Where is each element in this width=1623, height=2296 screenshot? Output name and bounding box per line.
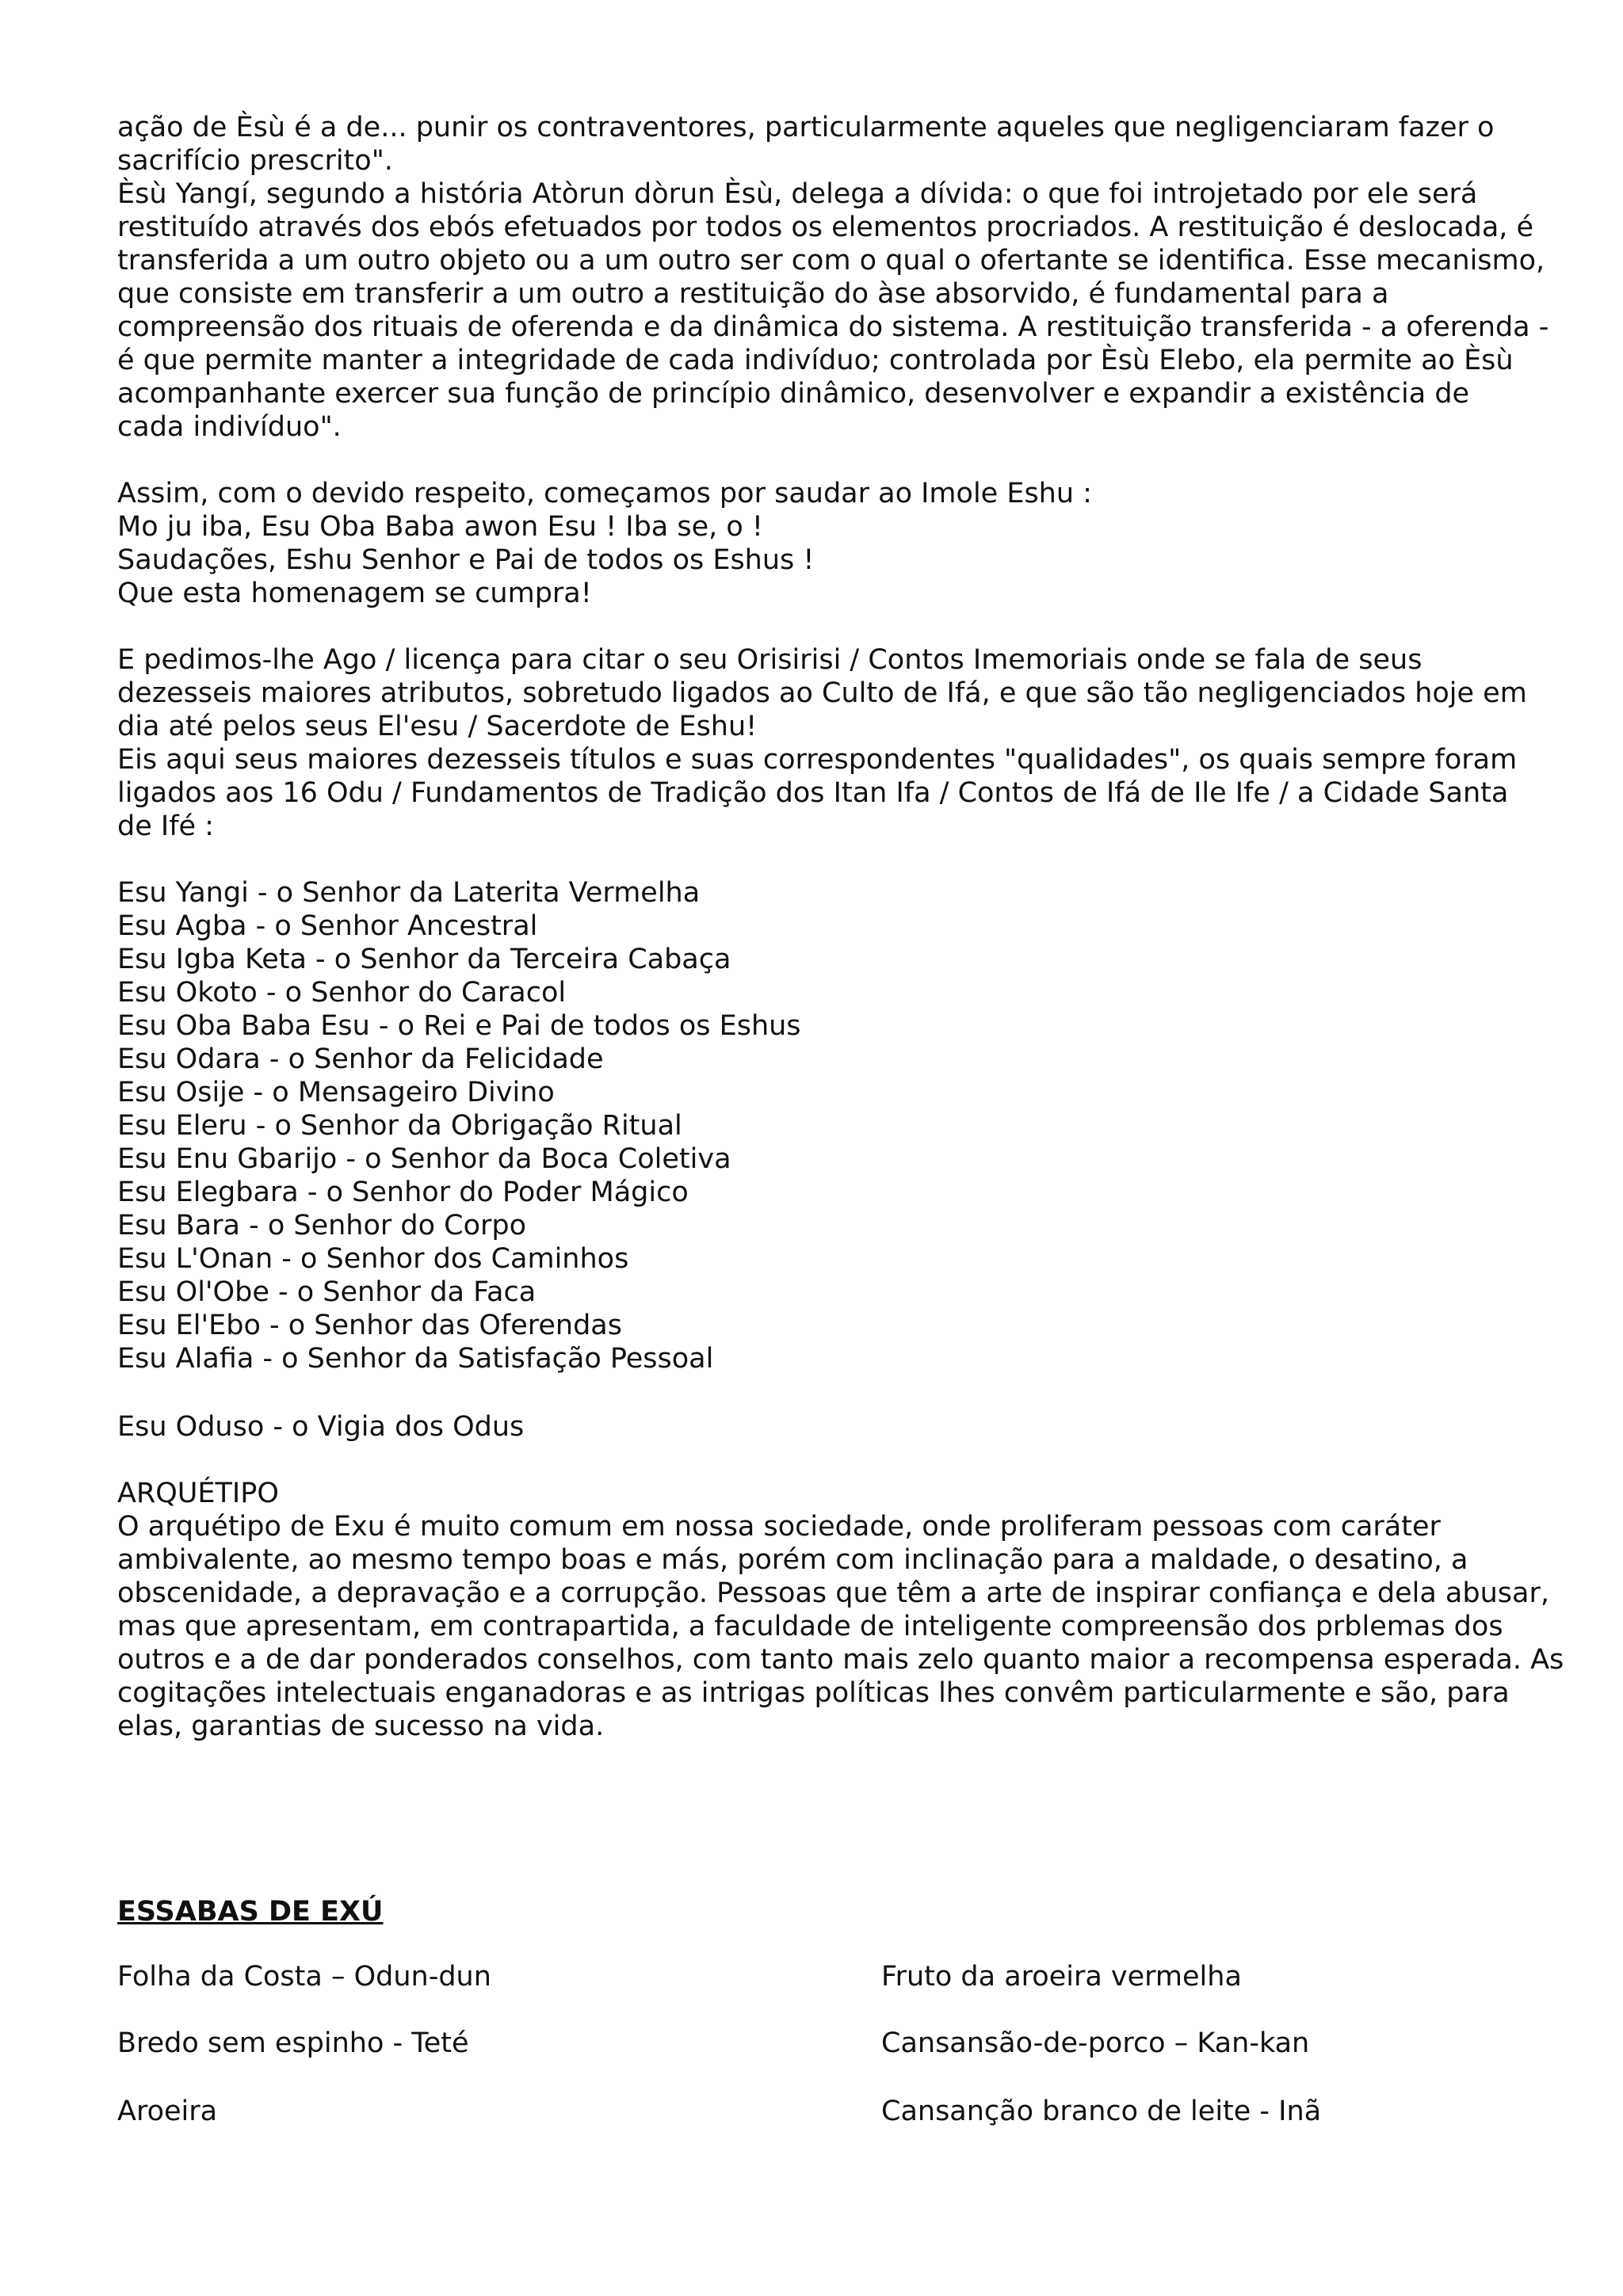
paragraph-spacer bbox=[117, 444, 1544, 477]
archetype-line: O arquétipo de Exu é muito comum em nossa sociedade, onde proliferam pessoas com caráter bbox=[117, 1511, 1441, 1543]
greeting-line: Saudações, Eshu Senhor e Pai de todos os Eshus ! bbox=[117, 544, 815, 576]
text-line: E pedimos-lhe Ago / licença para citar o seu Orisirisi / Contos Imemoriais onde se fala de seus bbox=[117, 644, 1423, 676]
archetype-line: cogitações intelectuais enganadoras e as intrigas políticas lhes convêm particularmente e são, para bbox=[117, 1677, 1510, 1709]
text-line: cada indivíduo". bbox=[117, 411, 342, 443]
text-line: compreensão dos rituais de oferenda e da dinâmica do sistema. A restituição transferida - a oferenda - bbox=[117, 311, 1549, 343]
text-line: dezesseis maiores atributos, sobretudo ligados ao Culto de Ifá, e que são tão negligenciados hoje em bbox=[117, 677, 1527, 709]
essaba-item: Cansansão-de-porco – Kan-kan bbox=[881, 2027, 1310, 2059]
essaba-item: Aroeira bbox=[117, 2096, 218, 2127]
text-line: transferida a um outro objeto ou a um outro ser com o qual o ofertante se identifica. Esse mecanismo, bbox=[117, 245, 1545, 277]
greeting-line: Mo ju iba, Esu Oba Baba awon Esu ! Iba se, o ! bbox=[117, 511, 763, 543]
text-line: Eis aqui seus maiores dezesseis títulos e suas correspondentes "qualidades", os quais sempre foram bbox=[117, 744, 1518, 776]
text-line: dia até pelos seus El'esu / Sacerdote de Eshu! bbox=[117, 711, 758, 742]
title-item: Esu Igba Keta - o Senhor da Terceira Cabaça bbox=[117, 944, 731, 975]
greeting-line: Que esta homenagem se cumpra! bbox=[117, 578, 592, 609]
title-item-extra: Esu Oduso - o Vigia dos Odus bbox=[117, 1411, 525, 1443]
essaba-item: Folha da Costa – Odun-dun bbox=[117, 1961, 491, 1993]
title-item: Esu Yangi - o Senhor da Laterita Vermelha bbox=[117, 877, 701, 909]
archetype-line: elas, garantias de sucesso na vida. bbox=[117, 1711, 605, 1742]
title-item: Esu Odara - o Senhor da Felicidade bbox=[117, 1043, 604, 1075]
archetype-line: obscenidade, a depravação e a corrupção. Pessoas que têm a arte de inspirar confiança e dela abusar, bbox=[117, 1577, 1549, 1609]
text-line: de Ifé : bbox=[117, 810, 214, 842]
text-line: ação de Èsù é a de... punir os contraventores, particularmente aqueles que negligenciaram fazer o bbox=[117, 112, 1495, 143]
archetype-line: ambivalente, ao mesmo tempo boas e más, porém com inclinação para a maldade, o desatino, a bbox=[117, 1544, 1468, 1576]
archetype-line: mas que apresentam, em contrapartida, a faculdade de inteligente compreensão dos prblemas dos bbox=[117, 1611, 1503, 1642]
title-item: Esu Oba Baba Esu - o Rei e Pai de todos os Eshus bbox=[117, 1010, 801, 1042]
text-line: que consiste em transferir a um outro a restituição do àse absorvido, é fundamental para a bbox=[117, 278, 1389, 310]
paragraph-spacer bbox=[117, 843, 1544, 876]
archetype-heading: ARQUÉTIPO bbox=[117, 1478, 279, 1509]
title-item: Esu Elegbara - o Senhor do Poder Mágico bbox=[117, 1177, 689, 1208]
essaba-item: Fruto da aroeira vermelha bbox=[881, 1961, 1242, 1993]
paragraph-spacer bbox=[117, 1375, 1544, 1410]
title-item: Esu Alafia - o Senhor da Satisfação Pessoal bbox=[117, 1343, 714, 1375]
text-line: sacrifício prescrito". bbox=[117, 145, 393, 177]
essaba-item: Cansanção branco de leite - Inã bbox=[881, 2096, 1322, 2127]
text-line: ligados aos 16 Odu / Fundamentos de Tradição dos Itan Ifa / Contos de Ifá de Ile Ife / a Cidade Santa bbox=[117, 777, 1509, 809]
title-item: Esu El'Ebo - o Senhor das Oferendas bbox=[117, 1310, 622, 1341]
titles-list bbox=[117, 876, 1544, 1375]
text-line: restituído através dos ebós efetuados por todos os elementos procriados. A restituição é deslocada, é bbox=[117, 212, 1534, 243]
text-line: acompanhante exercer sua função de princípio dinâmico, desenvolver e expandir a existência de bbox=[117, 378, 1470, 410]
essaba-item: Bredo sem espinho - Teté bbox=[117, 2027, 469, 2059]
greeting-line: Assim, com o devido respeito, começamos por saudar ao Imole Eshu : bbox=[117, 478, 1092, 509]
title-item: Esu Bara - o Senhor do Corpo bbox=[117, 1210, 527, 1241]
paragraph-spacer bbox=[117, 1444, 1544, 1477]
title-item: Esu Enu Gbarijo - o Senhor da Boca Coletiva bbox=[117, 1143, 731, 1175]
text-line: Èsù Yangí, segundo a história Atòrun dòrun Èsù, delega a dívida: o que foi introjetado por ele será bbox=[117, 178, 1478, 210]
essabas-heading: ESSABAS DE EXÚ bbox=[117, 1896, 384, 1928]
title-item: Esu Osije - o Mensageiro Divino bbox=[117, 1077, 555, 1108]
text-line: é que permite manter a integridade de cada indivíduo; controlada por Èsù Elebo, ela permite ao Èsù bbox=[117, 345, 1514, 376]
paragraph-spacer bbox=[117, 610, 1544, 643]
title-item: Esu L'Onan - o Senhor dos Caminhos bbox=[117, 1243, 629, 1275]
title-item: Esu Agba - o Senhor Ancestral bbox=[117, 910, 538, 942]
title-item: Esu Ol'Obe - o Senhor da Faca bbox=[117, 1276, 537, 1308]
document-body bbox=[117, 111, 1564, 1743]
title-item: Esu Eleru - o Senhor da Obrigação Ritual bbox=[117, 1110, 682, 1142]
archetype-line: outros e a de dar ponderados conselhos, com tanto mais zelo quanto maior a recompensa esperada. As bbox=[117, 1644, 1564, 1676]
title-item: Esu Okoto - o Senhor do Caracol bbox=[117, 977, 567, 1009]
